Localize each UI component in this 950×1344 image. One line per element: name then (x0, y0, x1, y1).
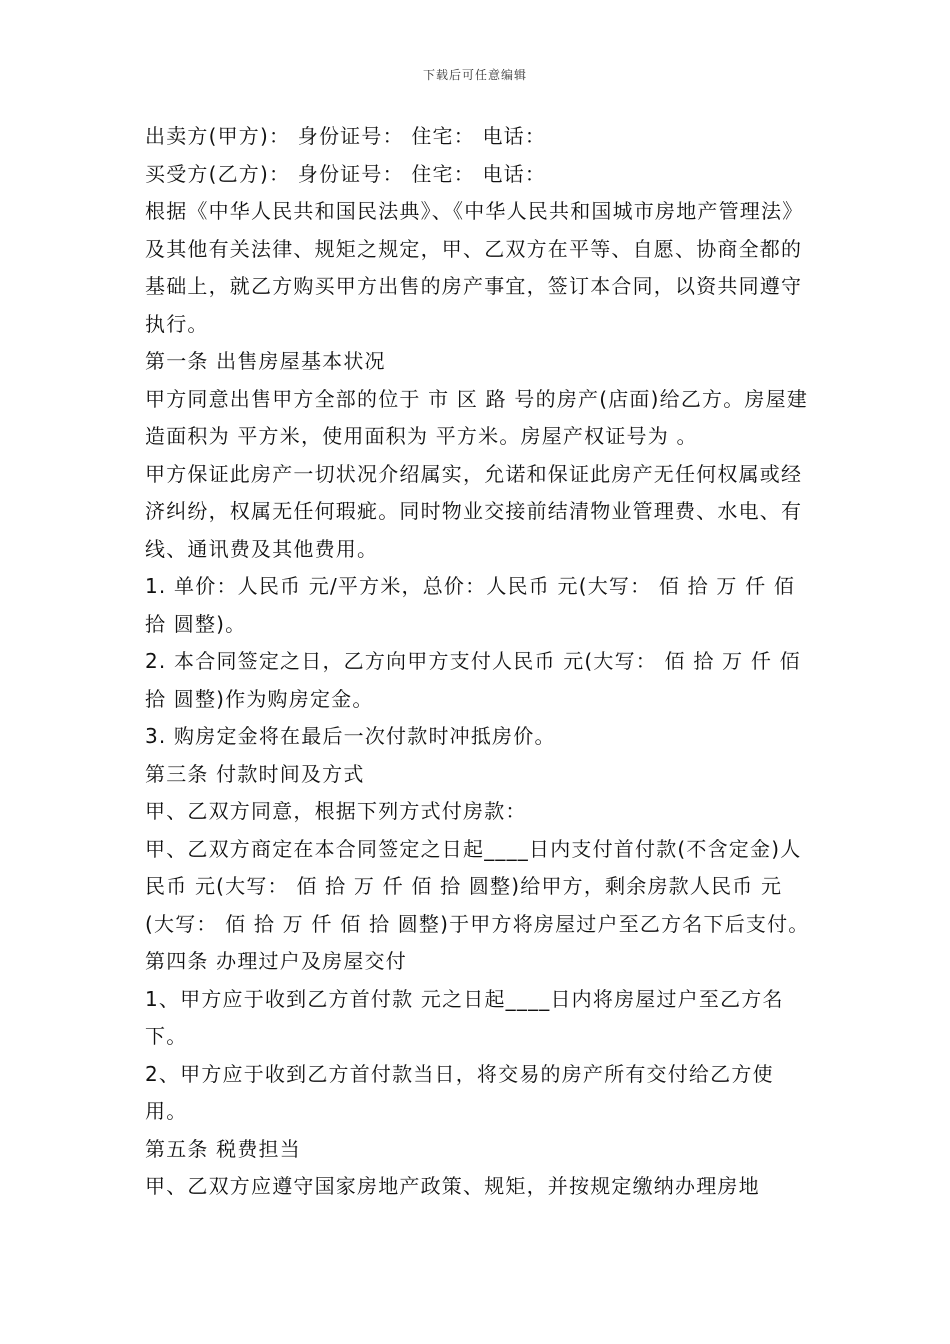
property-description-paragraph: 甲方同意出售甲方全部的位于 市 区 路 号的房产(店面)给乙方。房屋建造面积为 平方米，使用面积为 平方米。房屋产权证号为 。 (145, 386, 809, 448)
article-5-heading: 第五条 税费担当 (145, 1136, 301, 1161)
tax-paragraph: 甲、乙双方应遵守国家房地产政策、规矩，并按规定缴纳办理房地 (145, 1174, 760, 1198)
transfer-clause-1: 1、甲方应于收到乙方首付款 元之日起____日内将房屋过户至乙方名下。 (145, 986, 784, 1048)
deposit-clause-2: 2. 本合同签定之日，乙方向甲方支付人民币 元(大写： 佰 拾 万 仟 佰 拾 圆整)作为购房定金。 (145, 649, 801, 711)
seller-info-line: 出卖方(甲方)： 身份证号： 住宅： 电话： (145, 124, 547, 148)
seller-guarantee-paragraph: 甲方保证此房产一切状况介绍属实，允诺和保证此房产无任何权属或经济纠纷，权属无任何瑕疵。同时物业交接前结清物业管理费、水电、有线、通讯费及其他费用。 (145, 461, 803, 561)
handover-clause-2: 2、甲方应于收到乙方首付款当日，将交易的房产所有交付给乙方使用。 (145, 1061, 774, 1123)
article-1-heading: 第一条 出售房屋基本状况 (145, 349, 386, 373)
page-header: 下载后可任意编辑 (422, 68, 527, 82)
buyer-info-line: 买受方(乙方)： 身份证号： 住宅： 电话： (145, 161, 547, 186)
article-4-heading: 第四条 办理过户及房屋交付 (145, 949, 407, 973)
deposit-offset-clause-3: 3. 购房定金将在最后一次付款时冲抵房价。 (145, 724, 556, 748)
price-clause-1: 1. 单价：人民币 元/平方米，总价：人民币 元(大写： 佰 拾 万 仟 佰 拾 圆整)。 (145, 574, 796, 636)
article-3-heading: 第三条 付款时间及方式 (145, 761, 365, 786)
contract-body (145, 118, 810, 1206)
payment-intro-line: 甲、乙双方同意，根据下列方式付房款： (145, 799, 527, 823)
payment-terms-paragraph: 甲、乙双方商定在本合同签定之日起____日内支付首付款(不含定金)人民币 元(大写： 佰 拾 万 仟 佰 拾 圆整)给甲方，剩余房款人民币 元(大写： 佰 拾 万 仟 佰 拾 圆整)于甲方将房屋过户至乙方名下后支付。 (145, 836, 810, 936)
preamble-paragraph: 根据《中华人民共和国民法典》、《中华人民共和国城市房地产管理法》及其他有关法律、规矩之规定，甲、乙双方在平等、自愿、协商全都的基础上，就乙方购买甲方出售的房产事宜，签订本合同，以资共同遵守执行。 (145, 199, 804, 336)
